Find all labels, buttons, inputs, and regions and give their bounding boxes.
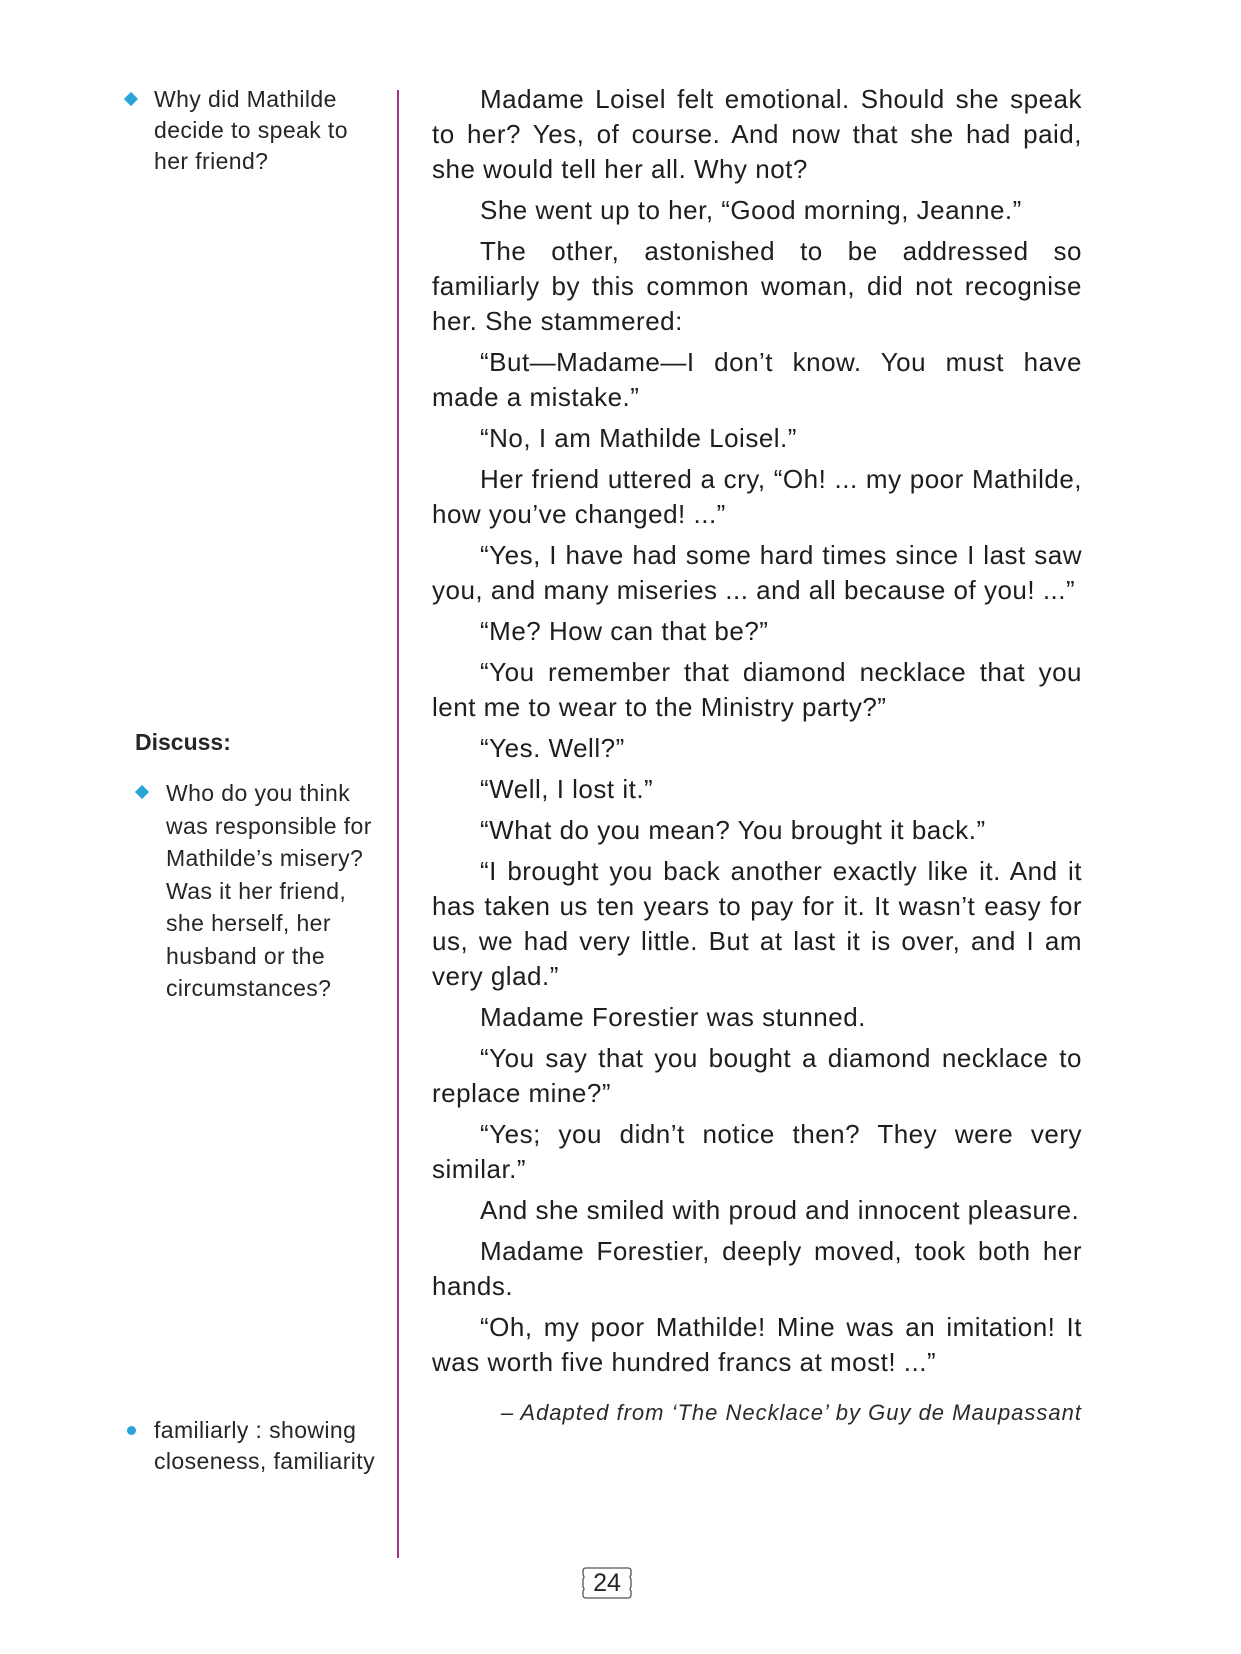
- diamond-bullet-icon: [135, 785, 149, 799]
- paragraph: “Well, I lost it.”: [480, 774, 654, 804]
- paragraph: Madame Forestier, deeply moved, took both her hands.: [432, 1236, 1082, 1301]
- column-divider-rule: [397, 90, 399, 1558]
- margin-question-why: [124, 84, 364, 177]
- margin-question-text: Why did Mathilde decide to speak to her friend?: [154, 86, 348, 174]
- page-number: [581, 1566, 633, 1600]
- paragraph: Madame Loisel felt emotional. Should she speak to her? Yes, of course. And now that she had paid, she would tell her all. Why not?: [432, 84, 1082, 184]
- paragraph: “Yes. Well?”: [480, 733, 625, 763]
- dot-bullet-icon: [124, 1423, 138, 1437]
- paragraph: “Me? How can that be?”: [480, 616, 769, 646]
- paragraph: The other, astonished to be addressed so familiarly by this common woman, did not recognise her. She stammered:: [432, 236, 1082, 336]
- paragraph: And she smiled with proud and innocent pleasure.: [480, 1195, 1080, 1225]
- paragraph: “Yes, I have had some hard times since I last saw you, and many miseries ... and all because of you! ...”: [432, 540, 1082, 605]
- paragraph: She went up to her, “Good morning, Jeanne.”: [480, 195, 1022, 225]
- glossary-text: familiarly : showing closeness, familiarity: [154, 1417, 375, 1474]
- paragraph: “You say that you bought a diamond necklace to replace mine?”: [432, 1043, 1082, 1108]
- margin-column: [0, 0, 395, 1654]
- glossary-note: [124, 1415, 394, 1477]
- discuss-question-text: Who do you think was responsible for Mathilde’s misery? Was it her friend, she herself, her husband or the circumstances?: [166, 780, 372, 1001]
- story-text: [432, 82, 1082, 1386]
- paragraph: “No, I am Mathilde Loisel.”: [480, 423, 797, 453]
- discuss-heading: Discuss:: [135, 729, 231, 755]
- paragraph: “Oh, my poor Mathilde! Mine was an imitation! It was worth five hundred francs at most! ...”: [432, 1312, 1082, 1377]
- paragraph: “You remember that diamond necklace that you lent me to wear to the Ministry party?”: [432, 657, 1082, 722]
- paragraph: “Yes; you didn’t notice then? They were very similar.”: [432, 1119, 1082, 1184]
- paragraph: “But—Madame—I don’t know. You must have made a mistake.”: [432, 347, 1082, 412]
- paragraph: Her friend uttered a cry, “Oh! ... my poor Mathilde, how you’ve changed! ...”: [432, 464, 1082, 529]
- page-number-text: 24: [593, 1569, 621, 1597]
- paragraph: “What do you mean? You brought it back.”: [480, 815, 986, 845]
- paragraph: “I brought you back another exactly like it. And it has taken us ten years to pay for it. It wasn’t easy for us, we had very little. But at last it is over, and I am very glad.”: [432, 856, 1082, 991]
- source-attribution: – Adapted from ‘The Necklace’ by Guy de Maupassant: [500, 1400, 1082, 1425]
- diamond-bullet-icon: [124, 92, 138, 106]
- paragraph: Madame Forestier was stunned.: [480, 1002, 866, 1032]
- margin-question-discuss: [135, 777, 387, 1005]
